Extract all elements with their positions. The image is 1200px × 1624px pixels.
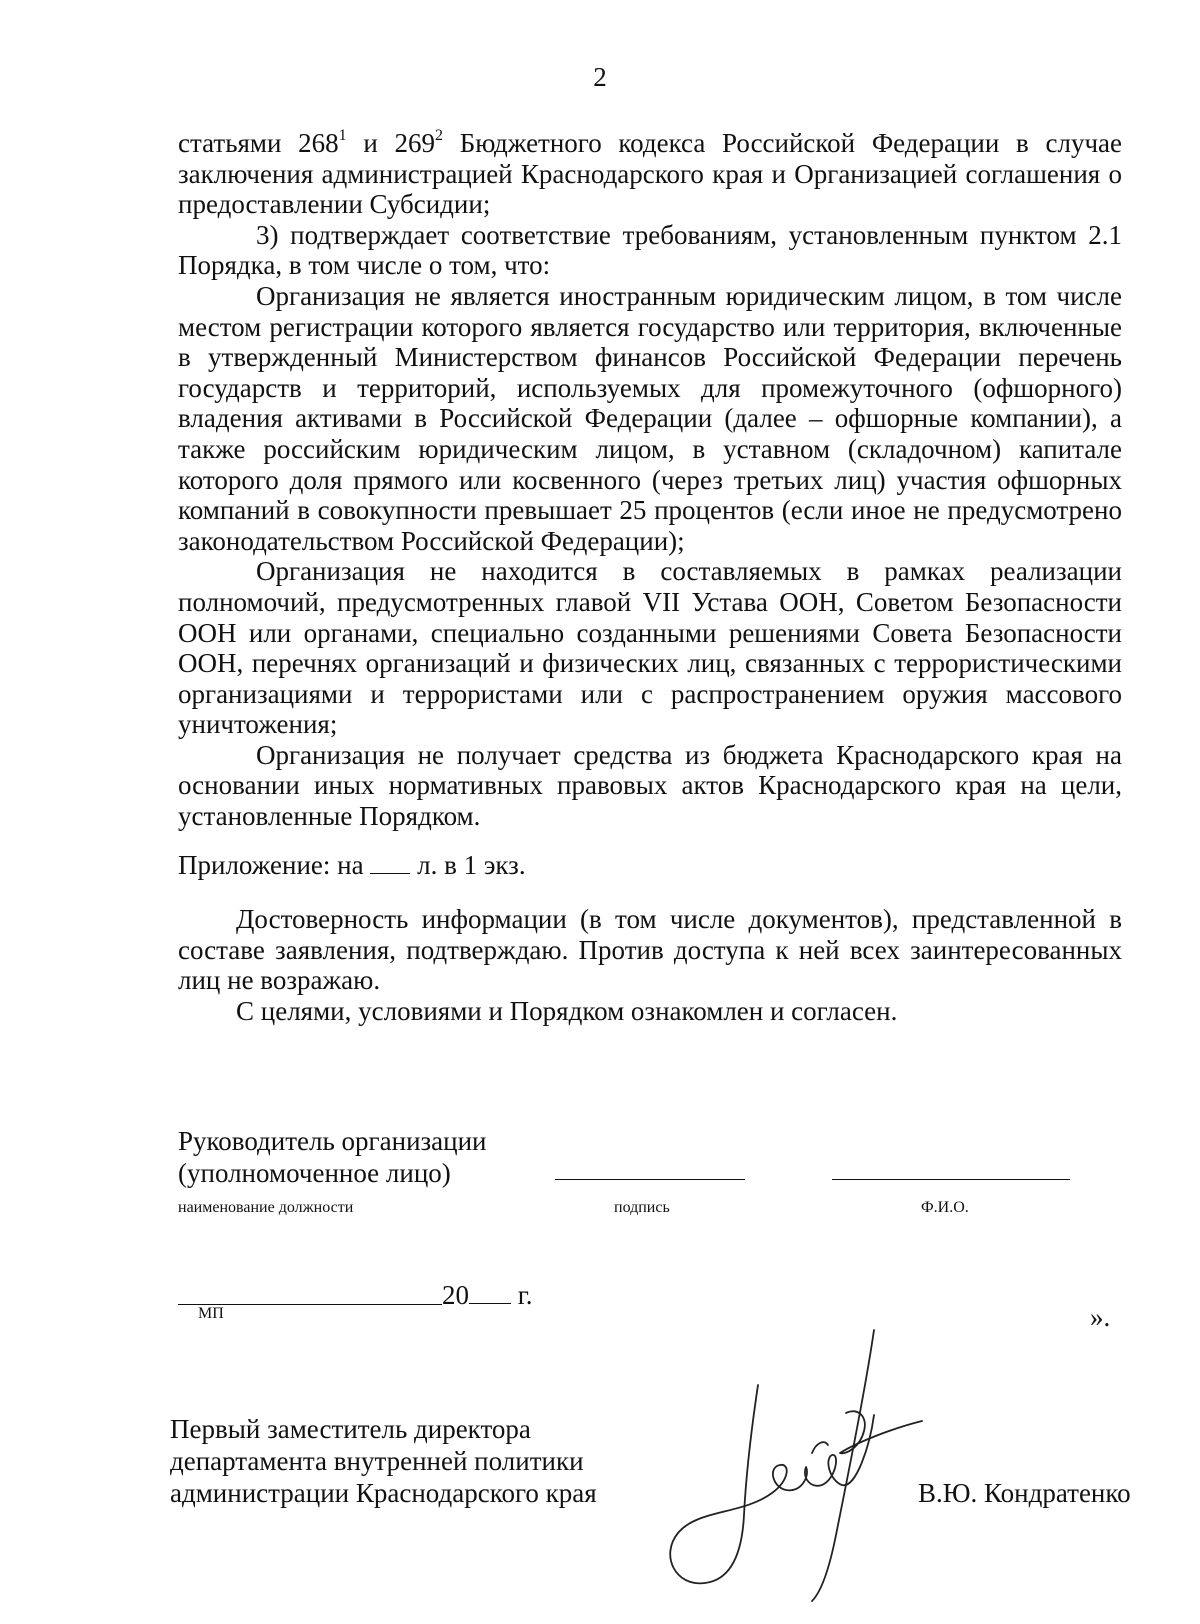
official-title-line-2: департамента внутренней политики bbox=[170, 1446, 584, 1476]
paragraph-budget-code bbox=[178, 128, 1122, 220]
paragraph-reliability: Достоверность информации (в том числе документов), представленной в составе заявления, подтверждаю. Против доступа к ней всех заинтересованных лиц не возражаю. bbox=[178, 904, 1122, 996]
name-blank-line bbox=[832, 1179, 1070, 1180]
caption-signature: подпись bbox=[614, 1199, 670, 1216]
official-name: В.Ю. Кондратенко bbox=[918, 1478, 1131, 1508]
handwritten-signature bbox=[660, 1325, 950, 1605]
attachment-pages-blank bbox=[370, 853, 410, 874]
official-title-line-3: администрации Краснодарского края bbox=[170, 1478, 597, 1508]
caption-position: наименование должности bbox=[178, 1199, 354, 1216]
date-year bbox=[442, 1280, 533, 1311]
text-fragment: статьями 268 bbox=[178, 128, 339, 158]
role-line-2: (уполномоченное лицо) bbox=[178, 1158, 451, 1188]
role-line-1: Руководитель организации bbox=[178, 1126, 487, 1156]
document-body bbox=[178, 128, 1122, 1027]
superscript: 1 bbox=[338, 127, 347, 144]
paragraph-item-3: 3) подтверждает соответствие требованиям, установленным пунктом 2.1 Порядка, в том числе о том, что: bbox=[178, 219, 1122, 281]
year-suffix: г. bbox=[511, 1280, 533, 1310]
paragraph-un-sanctions: Организация не находится в составляемых в рамках реализации полномочий, предусмотренных главой VII Устава ООН, Советом Безопасности ООН или органами, специально созданными решениями Совета Безопасности ООН, перечнях организаций и физических лиц, связанных с террористическими организациями и террористами или с распространением оружия массового уничтожения; bbox=[178, 556, 1122, 740]
paragraph-offshore: Организация не является иностранным юридическим лицом, в том числе местом регистрации которого является государство или территория, включенные в утвержденный Министерством финансов Российской Федерации перечень государств и территорий, используемых для промежуточного (офшорного) владения активами в Российской Федерации (далее – офшорные компании), а также российским юридическим лицом, в уставном (складочном) капитале которого доля прямого или косвенного (через третьих лиц) участия офшорных компаний в совокупности превышает 25 процентов (если иное не предусмотрено законодательством Российской Федерации); bbox=[178, 280, 1122, 556]
official-title-line-1: Первый заместитель директора bbox=[170, 1414, 531, 1444]
paragraph-no-other-funds: Организация не получает средства из бюджета Краснодарского края на основании иных нормативных правовых актов Краснодарского края на цели, установленные Порядком. bbox=[178, 739, 1122, 832]
superscript: 2 bbox=[435, 127, 444, 144]
official-title bbox=[170, 1413, 597, 1509]
attachment-line bbox=[178, 850, 1122, 881]
head-of-organization-label bbox=[178, 1125, 487, 1189]
paragraph-agreement: С целями, условиями и Порядком ознакомлен и согласен. bbox=[236, 996, 898, 1027]
closing-quote: ». bbox=[1090, 1302, 1111, 1332]
signature-blank-line bbox=[555, 1179, 745, 1180]
attachment-prefix: Приложение: на bbox=[178, 849, 371, 880]
page-number: 2 bbox=[593, 62, 607, 92]
text-fragment: Бюджетного кодекса Российской Федерации в случае заключения администрацией Краснодарского края и Организацией соглашения о предоставлении Субсидии; bbox=[178, 128, 1122, 220]
year-prefix: 20 bbox=[442, 1280, 469, 1310]
year-blank bbox=[469, 1283, 511, 1304]
text-fragment: и 269 bbox=[346, 128, 436, 158]
caption-name: Ф.И.О. bbox=[921, 1199, 969, 1216]
stamp-mark: МП bbox=[198, 1305, 224, 1322]
attachment-suffix: л. в 1 экз. bbox=[410, 849, 526, 880]
